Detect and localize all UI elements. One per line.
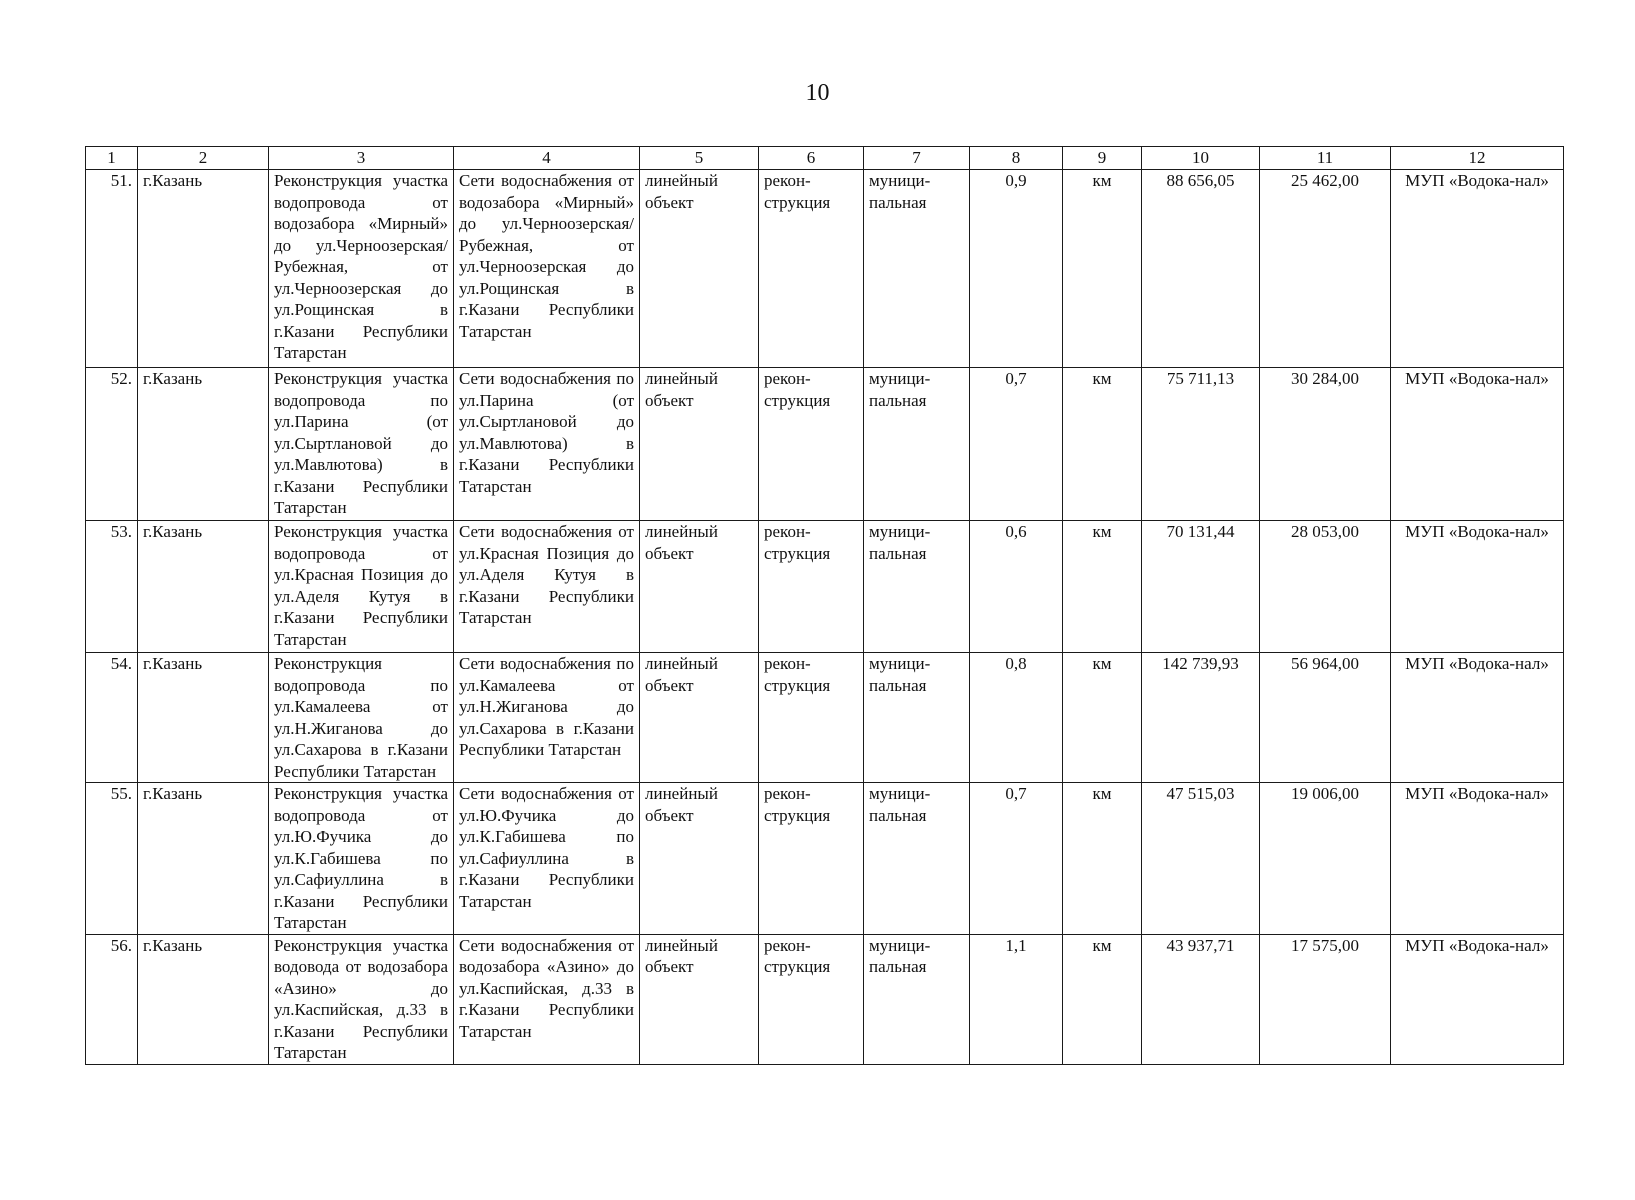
column-header: 6 [759,147,864,170]
amount-cell: 56 964,00 [1260,653,1391,783]
table-row [86,368,1564,521]
length-cell: 0,7 [970,368,1063,521]
project-cell: Реконструкция участка водопровода от ул.Ю.Фучика до ул.К.Габишева по ул.Сафиуллина в г.Казани Республики Татарстан [269,783,454,935]
work-type-cell: рекон-струкция [759,170,864,368]
row-number: 54. [86,653,138,783]
work-type-cell: рекон-струкция [759,521,864,653]
page-number: 10 [805,80,830,106]
object-type-cell: линейный объект [640,653,759,783]
work-type-cell: рекон-струкция [759,934,864,1064]
column-header: 2 [138,147,269,170]
work-type-cell: рекон-струкция [759,368,864,521]
row-number: 56. [86,934,138,1064]
project-cell: Реконструкция участка водопровода от водозабора «Мирный» до ул.Черноозерская/Рубежная, от ул.Черноозерская до ул.Рощинская в г.Казани Республики Татарстан [269,170,454,368]
table-row [86,934,1564,1064]
city-cell: г.Казань [138,368,269,521]
column-header: 9 [1063,147,1142,170]
column-header: 4 [454,147,640,170]
row-number: 51. [86,170,138,368]
row-number: 55. [86,783,138,935]
length-cell: 0,6 [970,521,1063,653]
object-cell: Сети водоснабжения по ул.Парина (от ул.Сыртлановой до ул.Мавлютова) в г.Казани Республики Татарстан [454,368,640,521]
column-header: 8 [970,147,1063,170]
amount-cell: 30 284,00 [1260,368,1391,521]
length-cell: 1,1 [970,934,1063,1064]
object-type-cell: линейный объект [640,521,759,653]
unit-cell: км [1063,783,1142,935]
registry-table [85,146,1564,1065]
cost-cell: 75 711,13 [1142,368,1260,521]
object-type-cell: линейный объект [640,934,759,1064]
table-header-row [86,147,1564,170]
unit-cell: км [1063,170,1142,368]
amount-cell: 28 053,00 [1260,521,1391,653]
amount-cell: 25 462,00 [1260,170,1391,368]
project-cell: Реконструкция участка водопровода по ул.Парина (от ул.Сыртлановой до ул.Мавлютова) в г.Казани Республики Татарстан [269,368,454,521]
cost-cell: 70 131,44 [1142,521,1260,653]
organization-cell: МУП «Водока-нал» [1391,653,1564,783]
column-header: 10 [1142,147,1260,170]
unit-cell: км [1063,653,1142,783]
city-cell: г.Казань [138,170,269,368]
amount-cell: 19 006,00 [1260,783,1391,935]
organization-cell: МУП «Водока-нал» [1391,934,1564,1064]
cost-cell: 47 515,03 [1142,783,1260,935]
column-header: 3 [269,147,454,170]
object-type-cell: линейный объект [640,170,759,368]
unit-cell: км [1063,521,1142,653]
city-cell: г.Казань [138,521,269,653]
unit-cell: км [1063,934,1142,1064]
object-cell: Сети водоснабжения от водозабора «Мирный» до ул.Черноозерская/Рубежная, от ул.Черноозерская до ул.Рощинская в г.Казани Республики Татарстан [454,170,640,368]
organization-cell: МУП «Водока-нал» [1391,783,1564,935]
ownership-cell: муници-пальная [864,368,970,521]
work-type-cell: рекон-струкция [759,783,864,935]
city-cell: г.Казань [138,783,269,935]
object-type-cell: линейный объект [640,783,759,935]
object-cell: Сети водоснабжения по ул.Камалеева от ул.Н.Жиганова до ул.Сахарова в г.Казани Республики Татарстан [454,653,640,783]
row-number: 52. [86,368,138,521]
column-header: 5 [640,147,759,170]
column-header: 11 [1260,147,1391,170]
table-row [86,783,1564,935]
organization-cell: МУП «Водока-нал» [1391,368,1564,521]
length-cell: 0,8 [970,653,1063,783]
table-row [86,170,1564,368]
object-cell: Сети водоснабжения от водозабора «Азино» до ул.Каспийская, д.33 в г.Казани Республики Татарстан [454,934,640,1064]
unit-cell: км [1063,368,1142,521]
organization-cell: МУП «Водока-нал» [1391,521,1564,653]
table-row [86,521,1564,653]
project-cell: Реконструкция участка водовода от водозабора «Азино» до ул.Каспийская, д.33 в г.Казани Республики Татарстан [269,934,454,1064]
column-header: 7 [864,147,970,170]
object-cell: Сети водоснабжения от ул.Ю.Фучика до ул.К.Габишева по ул.Сафиуллина в г.Казани Республики Татарстан [454,783,640,935]
column-header: 1 [86,147,138,170]
length-cell: 0,9 [970,170,1063,368]
city-cell: г.Казань [138,934,269,1064]
city-cell: г.Казань [138,653,269,783]
ownership-cell: муници-пальная [864,934,970,1064]
length-cell: 0,7 [970,783,1063,935]
object-type-cell: линейный объект [640,368,759,521]
object-cell: Сети водоснабжения от ул.Красная Позиция до ул.Аделя Кутуя в г.Казани Республики Татарстан [454,521,640,653]
project-cell: Реконструкция водопровода по ул.Камалеева от ул.Н.Жиганова до ул.Сахарова в г.Казани Республики Татарстан [269,653,454,783]
ownership-cell: муници-пальная [864,653,970,783]
cost-cell: 88 656,05 [1142,170,1260,368]
ownership-cell: муници-пальная [864,783,970,935]
work-type-cell: рекон-струкция [759,653,864,783]
ownership-cell: муници-пальная [864,170,970,368]
cost-cell: 142 739,93 [1142,653,1260,783]
ownership-cell: муници-пальная [864,521,970,653]
amount-cell: 17 575,00 [1260,934,1391,1064]
table-row [86,653,1564,783]
row-number: 53. [86,521,138,653]
organization-cell: МУП «Водока-нал» [1391,170,1564,368]
project-cell: Реконструкция участка водопровода от ул.Красная Позиция до ул.Аделя Кутуя в г.Казани Республики Татарстан [269,521,454,653]
column-header: 12 [1391,147,1564,170]
cost-cell: 43 937,71 [1142,934,1260,1064]
